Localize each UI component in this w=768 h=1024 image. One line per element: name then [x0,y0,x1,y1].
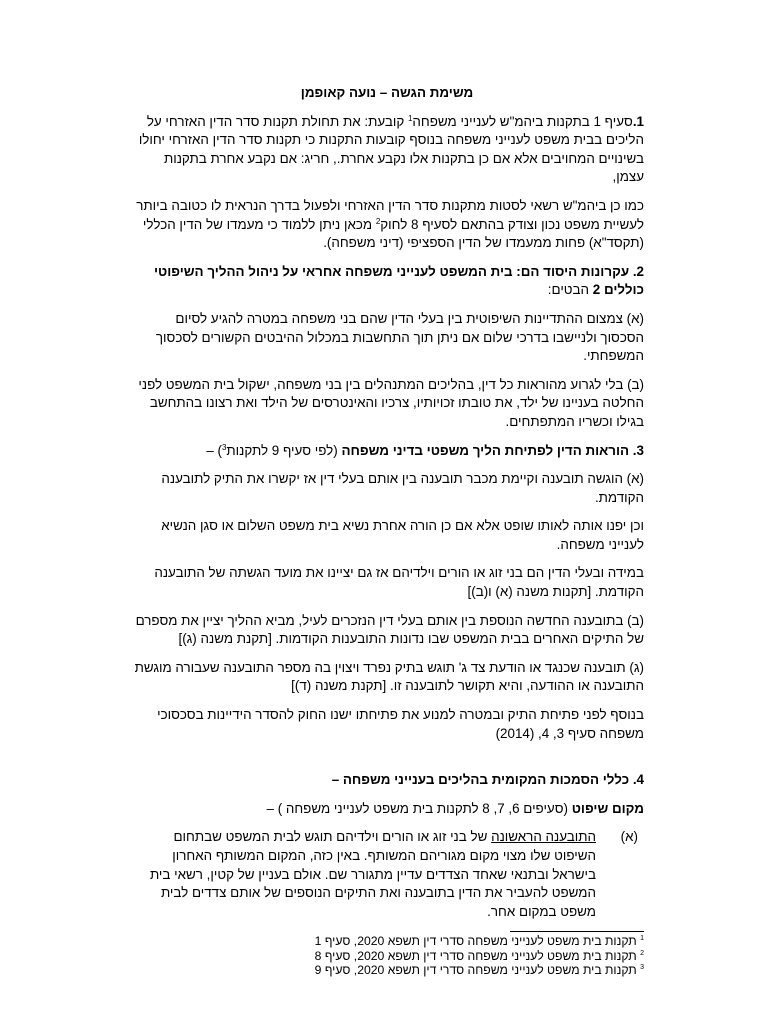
section-spacer [130,753,644,771]
section-2-item-b: (ב) בלי לגרוע מהוראות כל דין, בהליכים המתנהלים בין בני משפחה, ישקול בית המשפט לפני החלטה בעניינו של ילד, את טובתו זכויותיו, צרכיו והאינטרסים של הילד ואת רצונו בהתחשב בגילו וכשריו המתפתחים. [138,376,644,429]
section-3-heading: 3. הוראות הדין לפתיחת הליך משפטי בדיני משפחה (לפי סעיף 9 לתקנות$^3$) – [206,442,644,458]
footnote-separator [510,931,644,932]
footnote-2: $^2$ תקנות בית משפט לענייני משפחה סדרי דין תשפא 2020, סעיף 8 [314,948,644,963]
section-3-paragraph-2: וכן יפנו אותה לאותו שופט אלא אם כן הורה אחרת נשיא בית משפט השלום או סגן הנשיא לענייני משפחה. [161,518,644,552]
section-1-number: 1. [632,113,644,129]
document-title: משימת הגשה – נועה קאופמן [300,85,474,100]
section-3-item-b: (ב) בתובענה החדשה הנוספת בין אותם בעלי דין הנזכרים לעיל, מביא ההליך יציין את מספרם של התיקים האחרים בבית המשפט שבו נדונות התובענות הקודמות. [תקנת משנה (ג)] [135,612,644,647]
section-4-heading: 4. כללי הסמכות המקומית בהליכים בענייני משפחה – [331,772,644,788]
section-1-paragraph-2: כמו כן ביהמ"ש רשאי לסטות מתקנות סדר הדין האזרחי ולפעול בדרך הנראית לו כטובה ביותר לעשיית משפט נכון וצודק בהתאם לסעיף 8 לחוק$^2$ מכאן ניתן ללמוד כי מעמדו של הדין הכללי (תקסד"א) פחות ממעמדו של הדין הספציפי (דיני משפחה). [136,197,644,251]
section-1-paragraph-1: 1.סעיף 1 בתקנות ביהמ"ש לענייני משפחה$^1$ קובעת: את תחולת תקנות סדר הדין האזרחי על הליכים בבית משפט לענייני משפחה בנוסף קובעות התקנות כי תקנות סדר הדין האזרחי יחולו בשינויים המחויבים אלא אם כן בתקנות אלו נקבע אחרת., חריג: אם נקבע אחרת בתקנות עצמן, [138,113,644,185]
section-3-item-c: (ג) תובענה שכנגד או הודעת צד ג' תוגש בתיק נפרד ויצוין בה מספר התובענה שעבורה מוגשת התובענה או ההודעה, והיא תקושר לתובענה זו. [תקנת משנה (ד)] [134,659,644,694]
footnote-3: $^3$ תקנות בית משפט לענייני משפחה סדרי דין תשפא 2020, סעיף 9 [314,963,644,978]
section-4-item-a [130,828,644,921]
section-3-item-a: (א) הוגשה תובענה וקיימת מכבר תובענה בין אותם בעלי דין אז יקשרו את התיק לתובענה הקודמת. [161,471,644,505]
item-body: התובענה הראשונה של בני זוג או הורים וילדיהם תוגש לבית המשפט שבתחום השיפוט שלו מצוי מקום מגוריהם המשותף. באין כזה, המקום המשותף האחרון בישראל ובתנאי שאחד הצדדים עדיין מתגורר שם. אולם בעניין של קטין, רשאי בית המשפט להעביר את הדין בתובענה ואת התיקים הנוספים של אותם צדדים לבית משפט במקום אחר. [149,829,596,919]
section-3-paragraph-3: במידה ובעלי הדין הם בני זוג או הורים וילדיהם אז גם יציינו את מועד הגשתה של התובענה הקודמת. [תקנות משנה (א) ו(ב)] [154,565,644,600]
section-2-item-a: (א) צמצום ההתדיינות השיפוטית בין בעלי הדין שהם בני משפחה במטרה להגיע לסיום הסכסוך ולניישבו בדרכי שלום אם ניתן תוך התחשבות במכלול ההיבטים הקשורים לסכסוך המשפחתי. [155,310,644,364]
footnote-ref-2: 2 [375,216,381,226]
section-4-subheading: מקום שיפוט (סעיפים 6, 7, 8 לתקנות בית משפט לענייני משפחה ) – [266,800,644,816]
item-marker: (א) [620,829,638,845]
footnote-ref-1: 1 [407,113,413,123]
footnote-1: $^1$ תקנות בית משפט לענייני משפחה סדרי דין תשפא 2020, סעיף 1 [314,934,644,949]
section-3-paragraph-6: בנוסף לפני פתיחת התיק ובמטרה למנוע את פתיחתו ישנו החוק להסדר הידיינות בסכסוכי משפחה סעיף 3, 4, (2014) [157,707,644,741]
footnote-ref-3: 3 [221,442,227,452]
section-2-heading: 2. עקרונות היסוד הם: בית המשפט לענייני משפחה אחראי על ניהול ההליך השיפוטי כוללים 2 הבטים: [153,263,644,298]
